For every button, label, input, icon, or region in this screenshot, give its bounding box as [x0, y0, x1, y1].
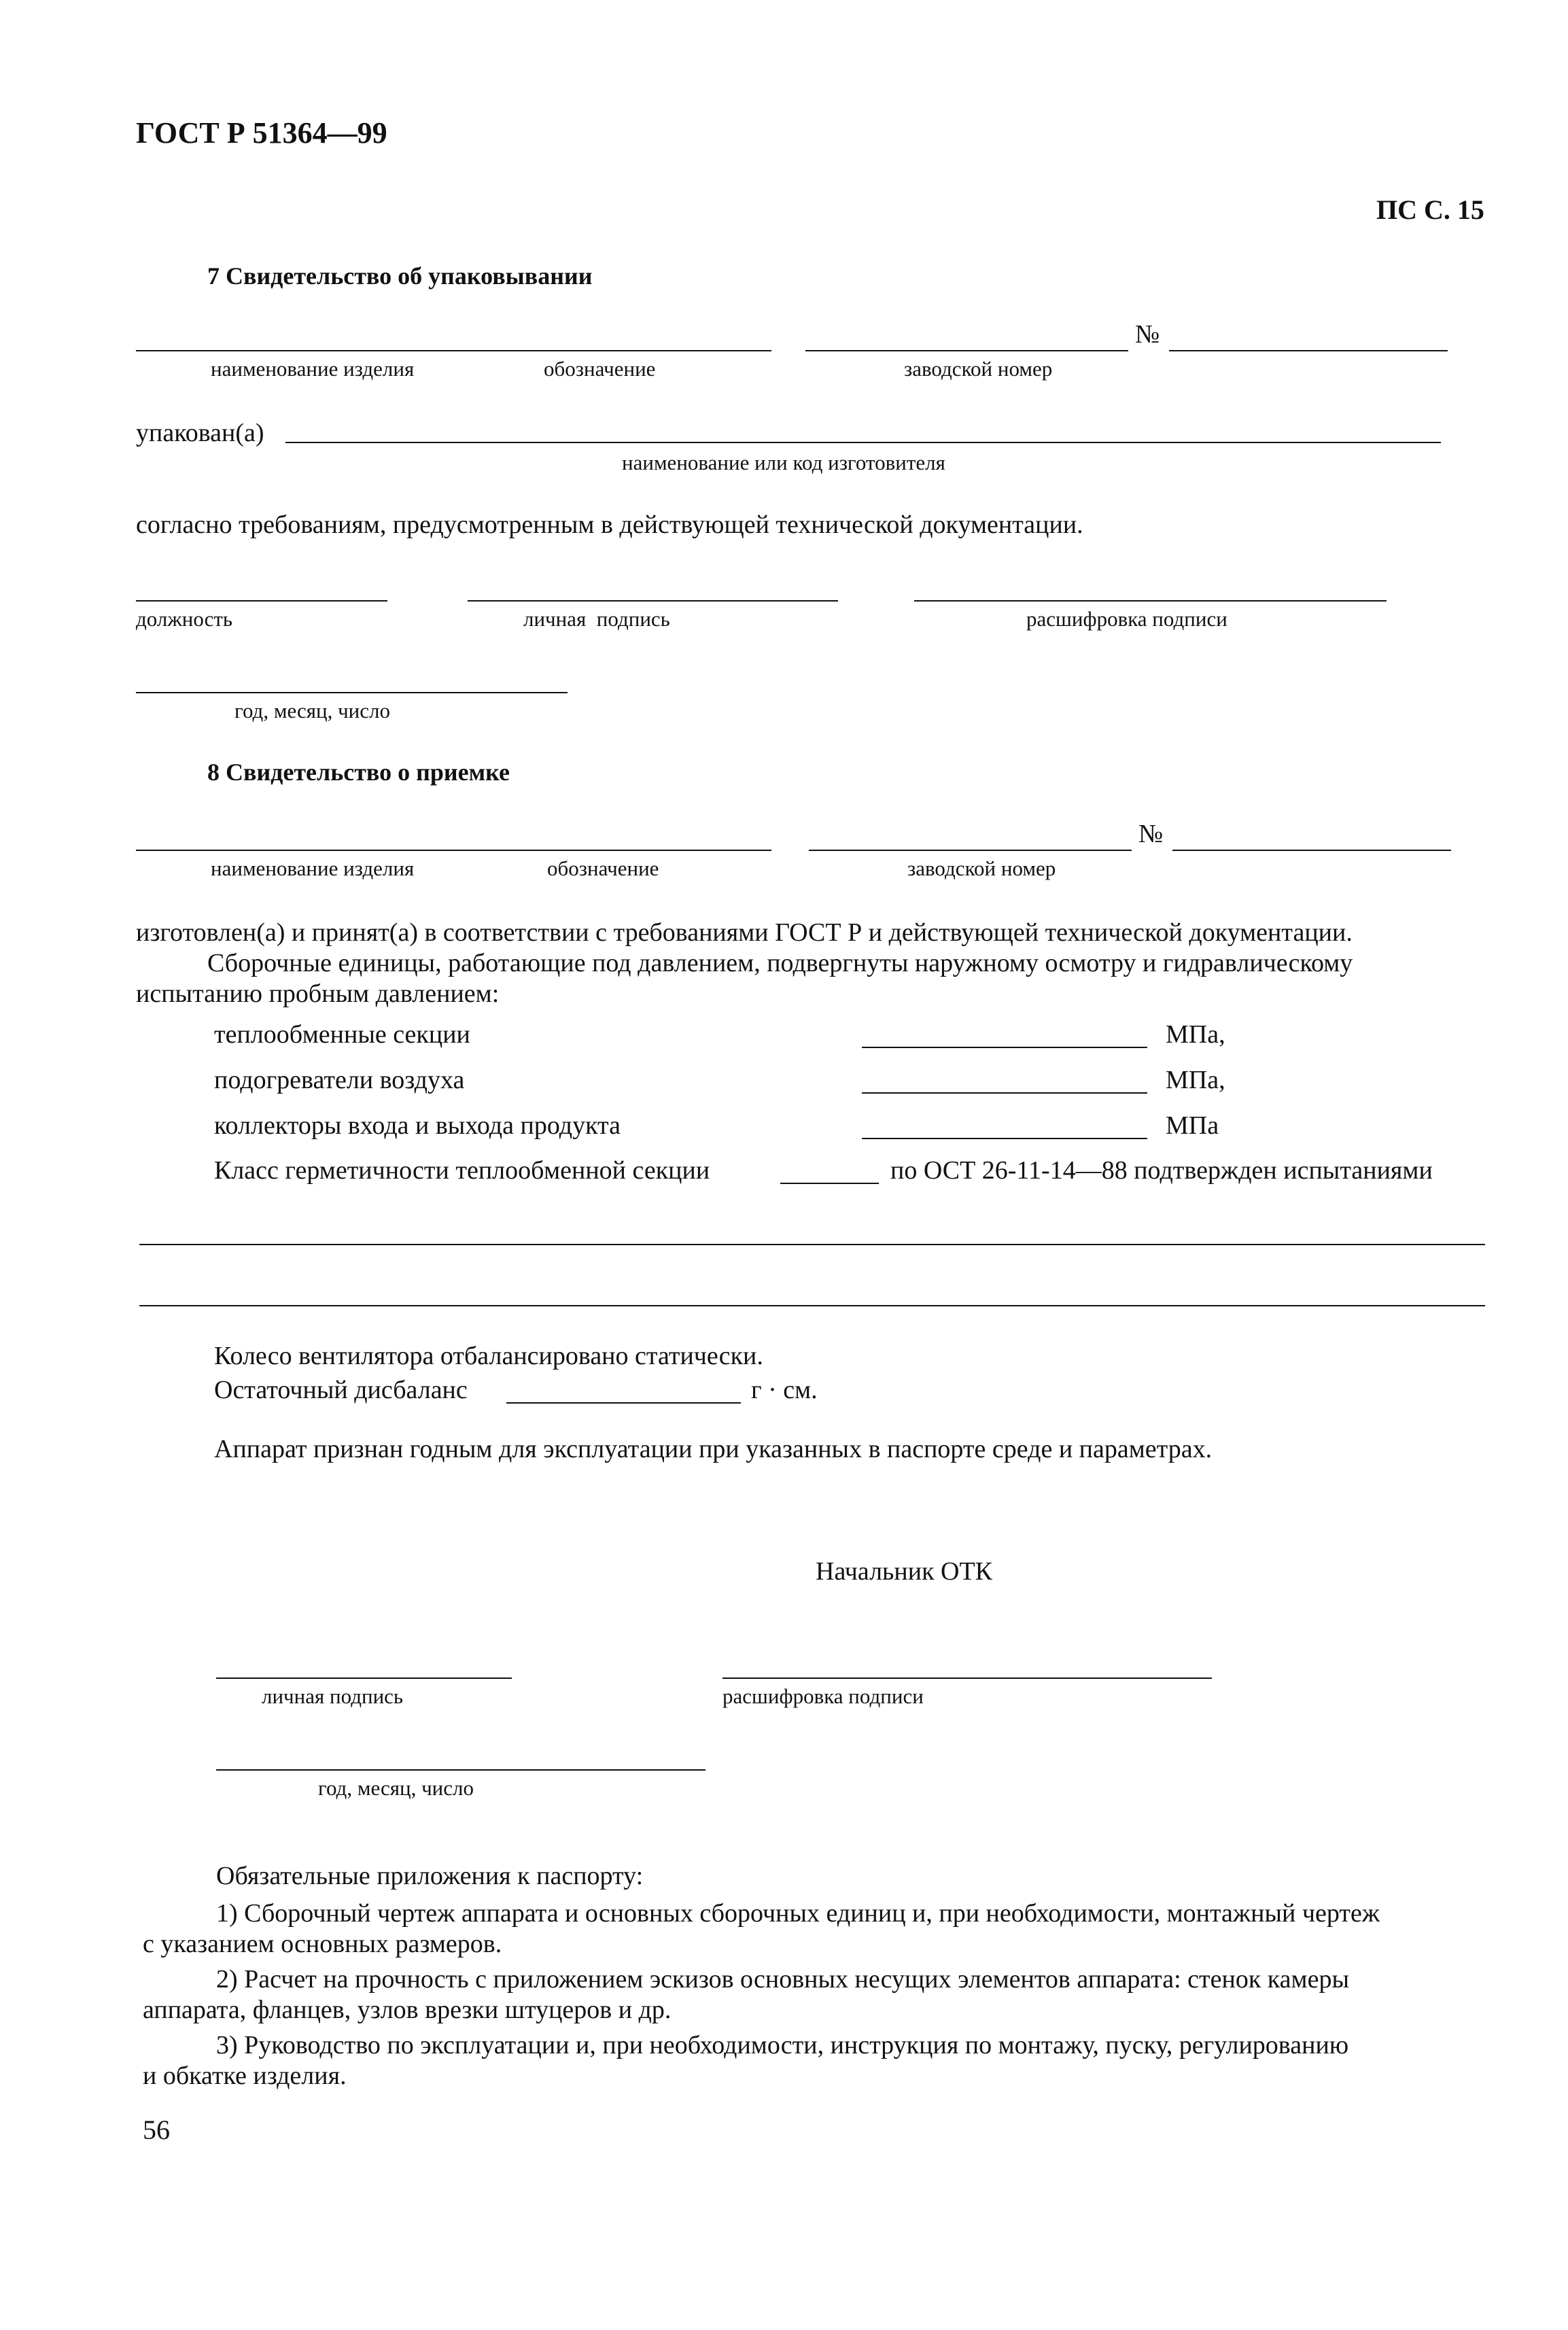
caption-decoding: расшифровка подписи — [1026, 607, 1227, 631]
serial-line — [805, 350, 1128, 351]
appendix-1-line1: 1) Сборочный чертеж аппарата и основных сборочных единиц и, при необходимости, монтажный чертеж — [216, 1899, 1380, 1928]
appendix-2-line2: аппарата, фланцев, узлов врезки штуцеров и др. — [143, 1996, 672, 2024]
assembly-statement-line2: испытанию пробным давлением: — [136, 979, 500, 1008]
pressure-unit: МПа, — [1166, 1020, 1225, 1049]
packed-label: упакован(а) — [136, 419, 264, 447]
pressure-item-label: подогреватели воздуха — [214, 1066, 465, 1094]
manufactured-statement: изготовлен(а) и принят(а) в соответствии с требованиями ГОСТ Р и действующей технической документации. — [136, 918, 1353, 947]
decoding-line — [722, 1677, 1212, 1679]
date-line — [216, 1769, 705, 1771]
caption-serial-number: заводской номер — [907, 856, 1056, 880]
pressure-value-line — [862, 1138, 1147, 1139]
assembly-statement-line1: Сборочные единицы, работающие под давлением, подвергнуты наружному осмотру и гидравлическому — [207, 949, 1353, 977]
number-sign: № — [1138, 820, 1164, 848]
caption-date: год, месяц, число — [318, 1776, 474, 1800]
blank-line — [139, 1244, 1485, 1245]
section-8-title: 8 Свидетельство о приемке — [207, 759, 510, 786]
caption-product-name: наименование изделия — [211, 357, 415, 381]
caption-designation: обозначение — [547, 856, 659, 880]
pressure-value-line — [862, 1092, 1147, 1094]
document-id: ГОСТ Р 51364—99 — [136, 116, 387, 150]
date-line — [136, 692, 568, 693]
decoding-line — [914, 600, 1387, 602]
serial-line — [809, 850, 1132, 851]
residual-imbalance-unit: г · см. — [751, 1376, 818, 1404]
number-line — [1172, 850, 1451, 851]
product-name-line — [136, 350, 771, 351]
pressure-item-label: теплообменные секции — [214, 1020, 470, 1049]
appendix-3-line1: 3) Руководство по эксплуатации и, при необходимости, инструкция по монтажу, пуску, регулированию — [216, 2031, 1349, 2059]
caption-decoding: расшифровка подписи — [722, 1684, 924, 1708]
appendix-1-line2: с указанием основных размеров. — [143, 1930, 502, 1958]
head-qc-title: Начальник ОТК — [816, 1557, 993, 1586]
number-line — [1169, 350, 1448, 351]
caption-position: должность — [136, 607, 233, 631]
fit-statement: Аппарат признан годным для эксплуатации при указанных в паспорте среде и параметрах. — [214, 1435, 1213, 1463]
tightness-class-line — [780, 1183, 879, 1184]
packing-statement: согласно требованиям, предусмотренным в действующей технической документации. — [136, 510, 1083, 539]
blank-line — [139, 1305, 1485, 1306]
caption-serial-number: заводской номер — [904, 357, 1053, 381]
appendices-heading: Обязательные приложения к паспорту: — [216, 1862, 644, 1890]
caption-signature: личная подпись — [262, 1684, 404, 1708]
caption-designation: обозначение — [544, 357, 656, 381]
appendix-3-line2: и обкатке изделия. — [143, 2062, 347, 2090]
tightness-class-standard: по ОСТ 26-11-14—88 подтвержден испытаниями — [890, 1156, 1433, 1185]
caption-manufacturer: наименование или код изготовителя — [622, 451, 945, 474]
manufacturer-line — [285, 442, 1441, 443]
pressure-unit: МПа — [1166, 1111, 1219, 1140]
residual-imbalance-line — [506, 1402, 741, 1404]
caption-product-name: наименование изделия — [211, 856, 415, 880]
number-sign: № — [1135, 320, 1160, 349]
pressure-unit: МПа, — [1166, 1066, 1225, 1094]
product-name-line — [136, 850, 771, 851]
signature-line — [216, 1677, 512, 1679]
wheel-balanced-statement: Колесо вентилятора отбалансировано статически. — [214, 1342, 763, 1370]
caption-date: год, месяц, число — [234, 699, 390, 723]
signature-line — [468, 600, 838, 602]
tightness-class-label: Класс герметичности теплообменной секции — [214, 1156, 710, 1185]
pressure-item-label: коллекторы входа и выхода продукта — [214, 1111, 621, 1140]
position-line — [136, 600, 387, 602]
caption-signature: личная подпись — [523, 607, 670, 631]
pressure-value-line — [862, 1047, 1147, 1048]
page-reference: ПС С. 15 — [1376, 194, 1484, 225]
appendix-2-line1: 2) Расчет на прочность с приложением эскизов основных несущих элементов аппарата: стенок камеры — [216, 1965, 1349, 1994]
section-7-title: 7 Свидетельство об упаковывании — [207, 262, 593, 290]
residual-imbalance-label: Остаточный дисбаланс — [214, 1376, 468, 1404]
page-number: 56 — [143, 2115, 170, 2145]
